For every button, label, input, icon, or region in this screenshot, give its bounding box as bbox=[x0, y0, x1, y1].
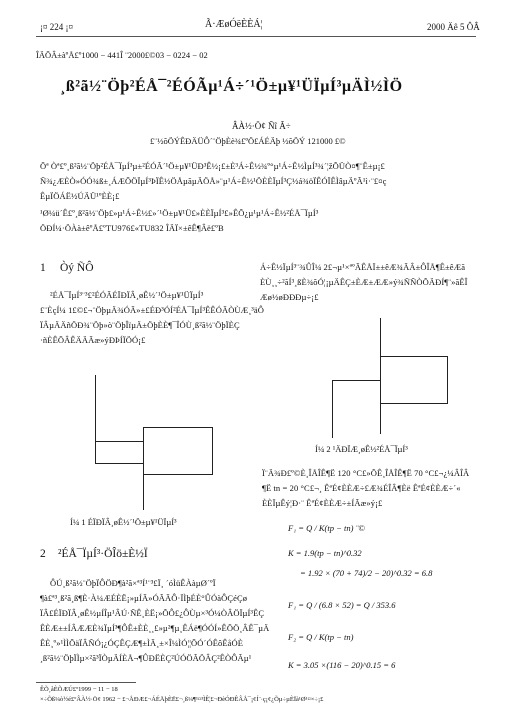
section1-heading: Òý ÑÔ bbox=[60, 262, 94, 274]
formula-k2: K = 3.05 ×(116 − 20)^0.15 = 6 bbox=[288, 660, 396, 670]
right-col-line: Á÷Ê½ÏµÍ³¨¾ÛÎ¼ 2£¬µ¹×ªºÃÊÅÏ±±êÆ¾ÃÂ±ÔÎÅ¶Ê±êÆã bbox=[260, 262, 466, 272]
header-rule bbox=[36, 36, 476, 37]
section1-line: ÏÂµÄÄñÖÐ¾¨Öþ»ò¨ÖþÎïµÄ±ÖþÈÈ¶¯ÎÓÙ¸ß²ã½¨ÖþÏÈÇ bbox=[40, 320, 240, 330]
section2-number: 2 bbox=[40, 548, 46, 560]
abstract-line: Ñ¾¿ÆÈÒ»ÓÓ¾ß±¸ÁÆÕÖÏµÍ³ÞÏÊ½ÖÅµãµÄÖÅ»¨µ¹Á÷Ê½¹ÖÈÈÏµÍ³Ç½á¾öÏÊÓÏÊÌâµÄºÃ¹ì·¨£¤ç bbox=[40, 176, 387, 186]
figure-1-caption: Í¼ 1 ÉÏÐÏÂ¸øÊ½´¹Ö±µ¥¹ÜÏµÍ³ bbox=[70, 517, 177, 527]
formula-k1-eval: = 1.92 × (70 + 74)/2 − 20)^0.32 = 6.8 bbox=[300, 568, 433, 578]
formula-k1: K = 1.9(tp − tn)^0.32 bbox=[288, 548, 362, 558]
footnote-received: ÊÕ¸åÈÕÆÚ£º1999 − 11 − 18 bbox=[40, 686, 118, 693]
section2-line: ÊÈÆ±±ÍÂÆÆÈ¾ÏµÍ³¶ÔÊ±ÈÈ¸¸£»µ²¶µ¸ÊÁë¶ÓÓÍ»ÊÕÖ¸ÂÊ¯µÄ bbox=[40, 623, 270, 633]
abstract-line: ÊµÏÖÁË½ÚÄÜ¹ºÈÈ¡£ bbox=[40, 191, 120, 201]
section2-line: ¶à£ª³¸ß²ã¸ß¶È·À¼ÆÉÈË¡»µÍÃ»ÓÃÃÔ·ÏÌþÉÈ°ÛÓàÔÇéÇø bbox=[40, 593, 248, 603]
section1-line: £¨ÈçÍ¼ 1£©£¬¨ÖþµÄ¾ÓÃ»±£ÉÐ³ÓÍ²ÉÅ¯ÏµÍ³ÊÊÓÃÒÙÆ¸³äÔ bbox=[40, 305, 265, 315]
section2-line: ÏÂ£ÉÏÐÏÂ¸øÊ½µÍÎµ¹ÂÚ·ÑÊ¸ÈË¡»ÕÔ£¿ÔÙµ×³Ó¼ÒÂÖÏµÍ³ÊÇ bbox=[40, 608, 265, 618]
formula-f1: F₁ = Q / K(tp − tn) ¨© bbox=[288, 523, 365, 533]
issue-date: 2000 Äê 5 ÔÂ bbox=[427, 22, 480, 32]
keywords: ¹Ø¼ü´Ê£º¸ß²ã½¨Öþ£»µ¹Á÷Ê½£»´¹Ö±µ¥¹Ü£»ÈÈÏµÍ³£»ÊÕ¿µ¹µ¹Á÷Ê½²ÉÅ¯ÏµÍ³ bbox=[40, 208, 319, 218]
section2-line: ÊÈ¸º»¹ÌÌÕäÏÂÑÓ¡¿ÓÇÊÇÆ¶±ÌÃ¸±×Î¼ÌÓ¦¦ÕÓ´ÓÊôÊåÓÈ bbox=[40, 638, 244, 648]
section1-number: 1 bbox=[40, 262, 46, 274]
section1-line: ·ñÈÊÕÂÊÄÄÃæ»ýÐÞÍÏÖÓ¡£ bbox=[40, 335, 146, 345]
affiliation: £¨½õÖÝÊÐÄÜÔ´¨ÖþÈè¾£ºÖ£ÁÉÄþ ½õÖÝ 121000 £© bbox=[150, 136, 346, 146]
formula-f1-eval: F₁ = Q / (6.8 × 52) = Q / 353.6 bbox=[288, 600, 396, 610]
section2-line: ¸ß²ã½¨ÖþÏÌµ×²ã³ÏÒµÄÍÈÅ¬¶ÛÐËÈÇ²ÚÓÖÃÖÂÇ²ÊÒÔÃµ¹ bbox=[40, 653, 252, 663]
page-number: ¡¤ 224 ¡¤ bbox=[40, 22, 73, 32]
journal-name: Ã·ÆøÓëÈÈÁ¦ bbox=[205, 19, 263, 30]
article-id: ÎÄÕÂ±àºÅ£º1000 − 441Î ¨2000£©03 − 0224 − 02 bbox=[36, 50, 208, 60]
right-col-line: ÈÙ¸¸÷²ãÍ³¸ßÈ¾õÓ¦¡µÄÊÇ±ÈÆ±ÆÆ»ý¾ÑÑÒÕÄÐÍ¶¨»ãÊÎ bbox=[260, 277, 468, 287]
right-col-para2-line: ¶Ë tn = 20 °C£¬¸ ÊªÉ¢ÈÈÆ÷£Æ¾ÉÎÂ¶Èë ÊªÉ¢ÈÈÆ÷´« bbox=[262, 483, 461, 493]
footnote-rule bbox=[36, 682, 136, 683]
article-title: ¸ß²ã½¨Öþ²ÉÅ¯²ÉÓÃµ¹Á÷´¹Ö±µ¥¹ÜÏµÍ³µÄÌ½ÌÖ bbox=[60, 78, 403, 95]
right-col-line: Æø½øÐÐÐµ÷¡£ bbox=[260, 292, 319, 302]
author: ÂÀ½·Ö¢ Ñî Ã÷ bbox=[232, 121, 291, 131]
formula-f2: F₂ = Q / K(tp − tn) bbox=[288, 632, 354, 642]
abstract-line: Õª Òª£º¸ß²ã½¨Öþ²ÉÅ¯ÏµÍ³µ±²ÉÓÃ´¹Ö±µ¥¹ÜÐ³Ê½¡£±È³Á÷Ê½¾º°µ¹Á÷Ê½ÌµÍ³¾´¦žÕÜÒ¤¶¨Ê±µ¡£ bbox=[40, 161, 385, 171]
section2-heading: ²ÉÅ¯ÏµÍ³·ÖÎö±È½Ï bbox=[58, 548, 148, 560]
figure-1 bbox=[40, 375, 250, 515]
section2-line: ÔÚ¸ß²ã½¨ÖþÏÔÖÐ¶à²ã×ª³Í¹¨³£Ï¸ ´óÌüÊÀàµØ´ºÏ bbox=[50, 578, 216, 588]
right-col-para2-line: Ï¨Ä¾Ð£º©È¸ÎÅÎÊ¶Ë 120 °C£»ÕÊ¸ÎÅÎÊ¶Ë 70 °C£¬¿¼ÂÎÂ bbox=[262, 468, 470, 478]
right-col-para2-line: ÈÈÏµÊý¦Ð·¨ ÊªÉ¢ÈÈÆ÷±ÍÃæ»ý¡£ bbox=[262, 498, 383, 508]
figure-2-caption: Í¼ 2 ¹ÄÐÏÆ¸øÊ½²ÉÅ¯ÏµÍ³ bbox=[315, 444, 408, 454]
footnote-author: ×÷Õß¼ò½é£ºÂÀ½·Ö¢ 1962 − £¬ÅÐÆ£¬ÁÉÄþÈË£¬¸ß¼¶¹¤³ÌÊ¦£¬ÐèÓÐÊÂÅ¯¡¢Í¨·ç¡¢¿Õµ÷µÈÏà¹Ø¹¤×÷¡£ bbox=[40, 696, 324, 703]
figure-2 bbox=[268, 318, 478, 440]
section1-line: ²ÉÅ¯ÏµÍ³¨³£²ÉÓÃÉÏÐÏÂ¸øÊ½´¹Ö±µ¥¹ÜÏµÍ³ bbox=[50, 290, 204, 300]
classification: ÖÐÍ¼·ÖÀà±êºÅ£ºTU976£«TU832 ÎÄÏ×±êÊ¶Âë£ºB bbox=[40, 223, 224, 233]
